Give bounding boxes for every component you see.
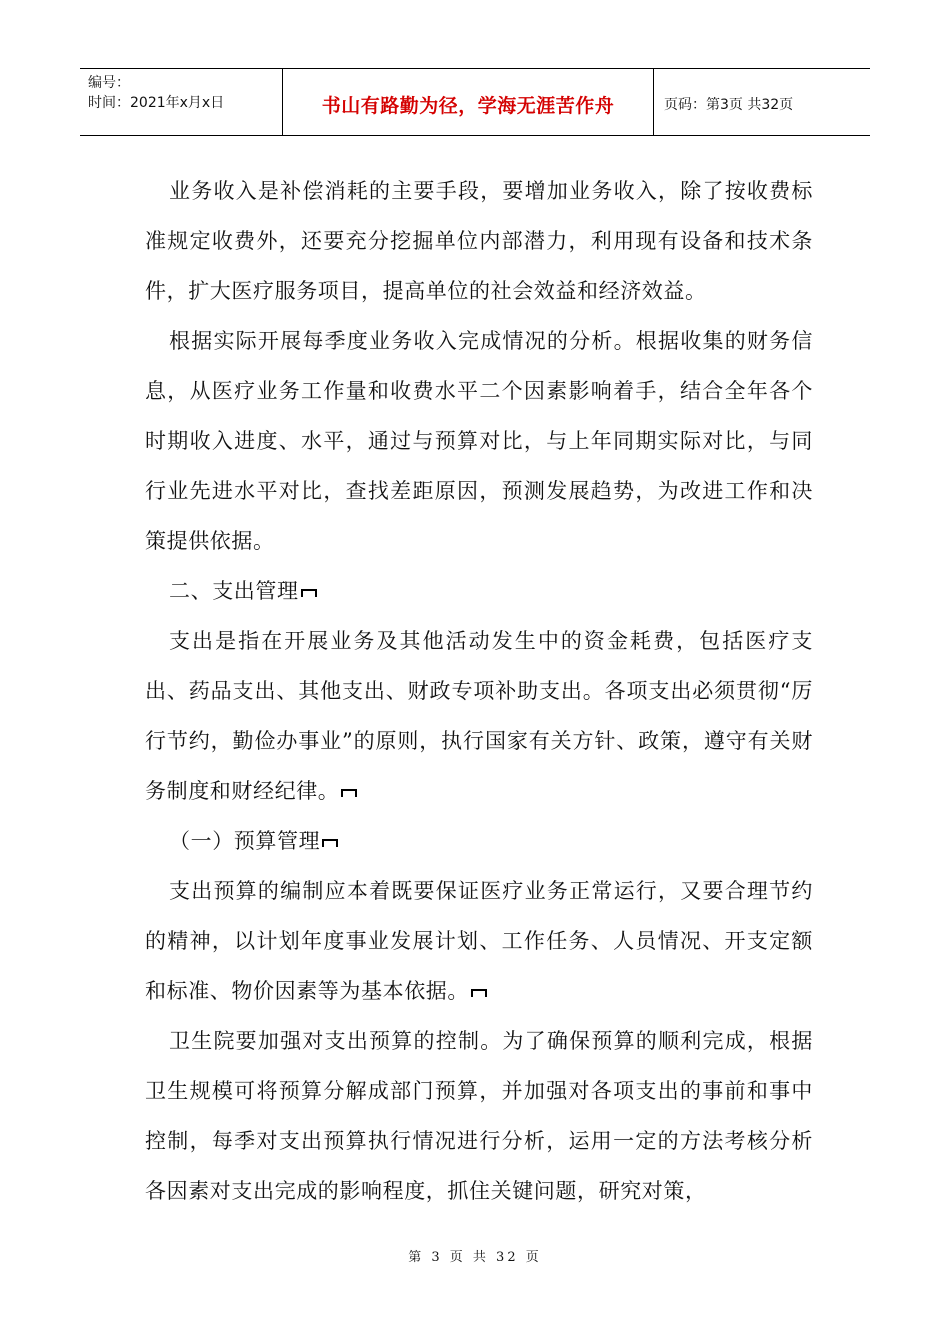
paragraph-mark-icon <box>471 989 487 997</box>
document-date: 时间：2021年x月x日 <box>88 95 225 111</box>
page-footer: 第 3 页 共 32 页 <box>408 1250 542 1265</box>
paragraph-mark-icon <box>301 589 317 597</box>
paragraph: 支出预算的编制应本着既要保证医疗业务正常运行，又要合理节约的精神，以计划年度事业发展计划、工作任务、人员情况、开支定额和标准、物价因素等为基本依据。 <box>145 879 813 1003</box>
paragraph-mark-icon <box>341 789 357 797</box>
paragraph: 支出是指在开展业务及其他活动发生中的资金耗费，包括医疗支出、药品支出、其他支出、财政专项补助支出。各项支出必须贯彻“厉行节约，勤俭办事业”的原则，执行国家有关方针、政策，遵守有关财务制度和财经纪律。 <box>145 629 813 803</box>
section-heading: 二、支出管理 <box>145 566 813 616</box>
document-body <box>145 166 813 1216</box>
page-header <box>80 68 870 136</box>
subsection-heading: （一）预算管理 <box>145 816 813 866</box>
paragraph: 根据实际开展每季度业务收入完成情况的分析。根据收集的财务信息，从医疗业务工作量和收费水平二个因素影响着手，结合全年各个时期收入进度、水平，通过与预算对比，与上年同期实际对比，与同行业先进水平对比，查找差距原因，预测发展趋势，为改进工作和决策提供依据。 <box>145 329 813 553</box>
paragraph: 卫生院要加强对支出预算的控制。为了确保预算的顺利完成，根据卫生规模可将预算分解成部门预算，并加强对各项支出的事前和事中控制，每季对支出预算执行情况进行分析，运用一定的方法考核分析各因素对支出完成的影响程度，抓住关键问题，研究对策， <box>145 1029 813 1203</box>
document-number-label: 编号： <box>88 75 130 91</box>
header-meta <box>80 69 282 135</box>
paragraph: 业务收入是补偿消耗的主要手段，要增加业务收入，除了按收费标准规定收费外，还要充分挖掘单位内部潜力，利用现有设备和技术条件，扩大医疗服务项目，提高单位的社会效益和经济效益。 <box>145 179 813 303</box>
header-page-info: 页码：第3页 共32页 <box>664 97 794 113</box>
header-motto: 书山有路勤为径，学海无涯苦作舟 <box>282 69 654 135</box>
paragraph-mark-icon <box>322 839 338 847</box>
